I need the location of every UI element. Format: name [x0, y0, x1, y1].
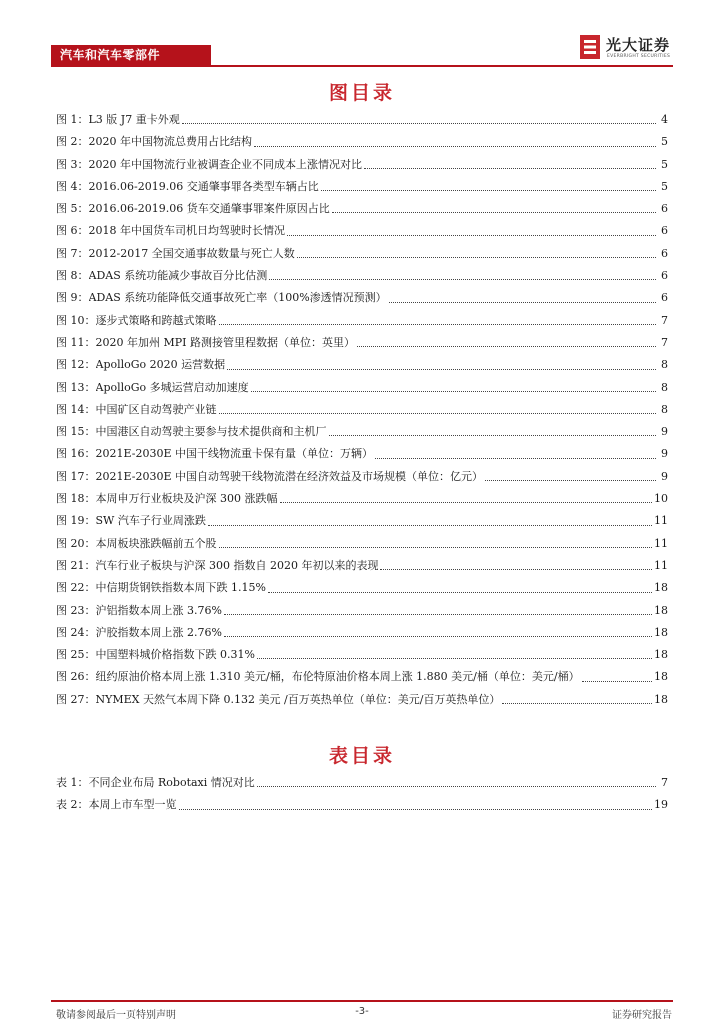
figure-toc-entry[interactable] [56, 555, 668, 577]
figures-title: 图目录 [328, 82, 395, 104]
figure-toc-entry-label: 图 2： [56, 135, 89, 149]
dot-leader [268, 592, 652, 593]
footer-disclaimer: 敬请参阅最后一页特别声明 [56, 1010, 176, 1021]
figure-toc-entry-label: 图 23： [56, 603, 96, 617]
figure-toc-entry-title: 本周申万行业板块及沪深 300 涨跌幅 [95, 492, 278, 506]
figure-toc-entry-page-number: 6 [661, 224, 668, 238]
figure-toc-entry-label: 图 3： [56, 157, 89, 171]
dot-leader [227, 369, 656, 370]
figure-toc-entry[interactable] [56, 287, 668, 309]
figure-toc-entry-title: 中信期货钢铁指数本周下跌 1.15% [95, 581, 266, 595]
figure-toc-entry-label: 图 7： [56, 246, 89, 260]
figure-toc-entry-page-number: 8 [661, 402, 668, 416]
figure-toc-entry-title: 2020 年中国物流总费用占比结构 [88, 135, 252, 149]
figure-toc-entry-label: 图 14： [56, 402, 96, 416]
dot-leader [389, 302, 656, 303]
table-toc-entry-page-number: 7 [661, 776, 668, 789]
figure-toc-entry-title: 汽车行业子板块与沪深 300 指数自 2020 年初以来的表现 [95, 558, 379, 572]
figure-toc-entry-label: 图 4： [56, 179, 89, 193]
figure-toc-entry-label: 图 10： [56, 313, 96, 327]
figure-toc-entry[interactable] [56, 377, 668, 399]
page-number: -3- [355, 1006, 369, 1017]
figure-toc-entry-title: 2012-2017 全国交通事故数量与死亡人数 [88, 246, 295, 260]
dot-leader [251, 391, 656, 392]
dot-leader [257, 786, 656, 787]
figure-toc-entry[interactable] [56, 577, 668, 599]
figure-toc-entry-label: 图 17： [56, 469, 96, 483]
figure-toc-entry[interactable] [56, 689, 668, 711]
figure-toc-entry-title: 2021E-2030E 中国自动驾驶干线物流潜在经济效益及市场规模（单位：亿元） [95, 469, 483, 483]
figure-toc-entry[interactable] [56, 600, 668, 622]
figure-toc-entry-page-number: 5 [661, 135, 668, 149]
figure-toc-entry-page-number: 5 [661, 157, 668, 171]
dot-leader [219, 413, 657, 414]
figure-toc-entry-page-number: 18 [654, 603, 668, 617]
figure-toc-entry-page-number: 18 [654, 625, 668, 639]
figure-toc-entry[interactable] [56, 198, 668, 220]
table-toc-entry-title: 本周上市车型一览 [88, 798, 177, 812]
dot-leader [375, 458, 656, 459]
figure-toc-entry-page-number: 5 [661, 179, 668, 193]
figure-toc-entry-title: 2020 年加州 MPI 路测接管里程数据（单位：英里） [95, 335, 355, 349]
figure-toc-entry[interactable] [56, 622, 668, 644]
dot-leader [254, 146, 656, 147]
figure-toc-entry-page-number: 6 [661, 291, 668, 305]
logo-subtext: EVERBRIGHT SECURITIES [607, 54, 671, 59]
figure-toc-entry-page-number: 7 [661, 313, 668, 327]
figure-toc-entry-title: ADAS 系统功能减少事故百分比估测 [88, 269, 268, 283]
figure-toc-entry-page-number: 10 [654, 492, 668, 506]
figure-toc-entry-page-number: 8 [661, 380, 668, 394]
figure-toc-entry[interactable] [56, 399, 668, 421]
dot-leader [364, 168, 656, 169]
figure-toc-entry-label: 图 11： [56, 335, 96, 349]
figure-toc-entry-label: 图 8： [56, 269, 89, 283]
figures-list [56, 109, 668, 711]
dot-leader [182, 123, 656, 124]
figure-toc-entry-title: NYMEX 天然气本周下降 0.132 美元 /百万英热单位（单位：美元/百万英热单位） [95, 692, 501, 706]
company-logo [580, 33, 676, 63]
figure-toc-entry[interactable] [56, 644, 668, 666]
figure-toc-entry-title: 2021E-2030E 中国干线物流重卡保有量（单位：万辆） [95, 447, 373, 461]
dot-leader [224, 614, 652, 615]
figure-toc-entry-page-number: 18 [654, 692, 668, 706]
footer-rule [51, 1000, 673, 1002]
figure-toc-entry-title: 本周板块涨跌幅前五个股 [95, 536, 217, 550]
figure-toc-entry-label: 图 22： [56, 581, 96, 595]
figure-toc-entry-label: 图 21： [56, 558, 96, 572]
dot-leader [321, 190, 656, 191]
dot-leader [219, 324, 657, 325]
table-toc-entry-page-number: 19 [654, 798, 668, 812]
figure-toc-entry[interactable] [56, 154, 668, 176]
figure-toc-entry[interactable] [56, 176, 668, 198]
figure-toc-entry-title: 中国塑料城价格指数下跌 0.31% [95, 648, 255, 662]
dot-leader [224, 636, 652, 637]
figure-toc-entry-page-number: 9 [661, 447, 668, 461]
figure-toc-entry-title: ApolloGo 多城运营启动加速度 [95, 380, 249, 394]
figure-toc-entry-label: 图 25： [56, 648, 96, 662]
figure-toc-entry[interactable] [56, 443, 668, 465]
figure-toc-entry[interactable] [56, 354, 668, 376]
dot-leader [332, 212, 656, 213]
figure-toc-entry-page-number: 18 [654, 670, 668, 684]
figure-toc-entry-label: 图 20： [56, 536, 96, 550]
section-label-band [51, 45, 211, 65]
figure-toc-entry-title: ApolloGo 2020 运营数据 [95, 358, 226, 372]
dot-leader [485, 480, 656, 481]
figure-toc-entry-label: 图 5： [56, 202, 89, 216]
figure-toc-entry[interactable] [56, 510, 668, 532]
dot-leader [179, 809, 653, 810]
figure-toc-entry-page-number: 6 [661, 202, 668, 216]
figure-toc-entry-label: 图 18： [56, 492, 96, 506]
figure-toc-entry-label: 图 9： [56, 291, 89, 305]
figure-toc-entry-page-number: 4 [661, 113, 668, 126]
figure-toc-entry-title: 2020 年中国物流行业被调查企业不同成本上涨情况对比 [88, 157, 362, 171]
tables-list [56, 772, 668, 817]
figure-toc-entry-title: SW 汽车子行业周涨跌 [95, 514, 206, 528]
dot-leader [280, 502, 653, 503]
table-toc-entry[interactable] [56, 794, 668, 816]
tables-title: 表目录 [328, 745, 395, 767]
figure-toc-entry-label: 图 6： [56, 224, 89, 238]
figure-toc-entry-title: 纽约原油价格本周上涨 1.310 美元/桶，布伦特原油价格本周上涨 1.880 美元/桶（单位：美元/桶） [95, 670, 580, 684]
figure-toc-entry-label: 图 15： [56, 425, 96, 439]
figure-toc-entry-title: 逐步式策略和跨越式策略 [95, 313, 217, 327]
figure-toc-entry-page-number: 8 [661, 358, 668, 372]
logo-mark-icon [580, 35, 600, 59]
figure-toc-entry-page-number: 11 [654, 558, 668, 572]
figure-toc-entry[interactable] [56, 466, 668, 488]
figure-toc-entry[interactable] [56, 666, 668, 688]
dot-leader [502, 703, 652, 704]
figure-toc-entry-title: L3 版 J7 重卡外观 [88, 113, 180, 126]
logo-text: 光大证券 [606, 36, 671, 54]
figure-toc-entry-label: 图 26： [56, 670, 96, 684]
dot-leader [297, 257, 656, 258]
dot-leader [380, 569, 652, 570]
figure-toc-entry[interactable] [56, 109, 668, 131]
figure-toc-entry-page-number: 6 [661, 269, 668, 283]
table-toc-entry-label: 表 2： [56, 798, 89, 812]
footer-report-type: 证券研究报告 [612, 1010, 672, 1021]
header-rule [51, 65, 673, 67]
dot-leader [269, 279, 656, 280]
figure-toc-entry[interactable] [56, 488, 668, 510]
figure-toc-entry[interactable] [56, 265, 668, 287]
figure-toc-entry[interactable] [56, 220, 668, 242]
figure-toc-entry[interactable] [56, 533, 668, 555]
figure-toc-entry-title: 2018 年中国货车司机日均驾驶时长情况 [88, 224, 285, 238]
dot-leader [287, 235, 656, 236]
figure-toc-entry-page-number: 11 [654, 536, 668, 550]
figure-toc-entry-label: 图 24： [56, 625, 96, 639]
figure-toc-entry[interactable] [56, 310, 668, 332]
figure-toc-entry-title: 中国港区自动驾驶主要参与技术提供商和主机厂 [95, 425, 327, 439]
figure-toc-entry-label: 图 27： [56, 692, 96, 706]
table-toc-entry-label: 表 1： [56, 776, 89, 789]
figure-toc-entry-title: 沪胶指数本周上涨 2.76% [95, 625, 222, 639]
dot-leader [208, 525, 652, 526]
figure-toc-entry-title: 中国矿区自动驾驶产业链 [95, 402, 217, 416]
figure-toc-entry-label: 图 13： [56, 380, 96, 394]
table-toc-entry[interactable] [56, 772, 668, 794]
section-label: 汽车和汽车零部件 [60, 48, 161, 62]
figure-toc-entry[interactable] [56, 421, 668, 443]
figure-toc-entry-page-number: 7 [661, 335, 668, 349]
figure-toc-entry-title: 沪铝指数本周上涨 3.76% [95, 603, 222, 617]
dot-leader [582, 681, 652, 682]
figure-toc-entry-label: 图 19： [56, 514, 96, 528]
figure-toc-entry-page-number: 11 [654, 514, 668, 528]
dot-leader [257, 658, 652, 659]
figure-toc-entry-page-number: 18 [654, 581, 668, 595]
figure-toc-entry-title: 2016.06-2019.06 交通肇事罪各类型车辆占比 [88, 179, 319, 193]
figure-toc-entry-page-number: 18 [654, 648, 668, 662]
dot-leader [329, 435, 657, 436]
figure-toc-entry-title: ADAS 系统功能降低交通事故死亡率（100%渗透情况预测） [88, 291, 387, 305]
figure-toc-entry[interactable] [56, 243, 668, 265]
figure-toc-entry[interactable] [56, 131, 668, 153]
dot-leader [219, 547, 653, 548]
figure-toc-entry[interactable] [56, 332, 668, 354]
figure-toc-entry-label: 图 1： [56, 113, 89, 126]
figure-toc-entry-page-number: 9 [661, 425, 668, 439]
figure-toc-entry-title: 2016.06-2019.06 货车交通肇事罪案件原因占比 [88, 202, 330, 216]
figure-toc-entry-label: 图 16： [56, 447, 96, 461]
figure-toc-entry-label: 图 12： [56, 358, 96, 372]
figure-toc-entry-page-number: 9 [661, 469, 668, 483]
figure-toc-entry-page-number: 6 [661, 246, 668, 260]
table-toc-entry-title: 不同企业布局 Robotaxi 情况对比 [88, 776, 255, 789]
dot-leader [357, 346, 656, 347]
